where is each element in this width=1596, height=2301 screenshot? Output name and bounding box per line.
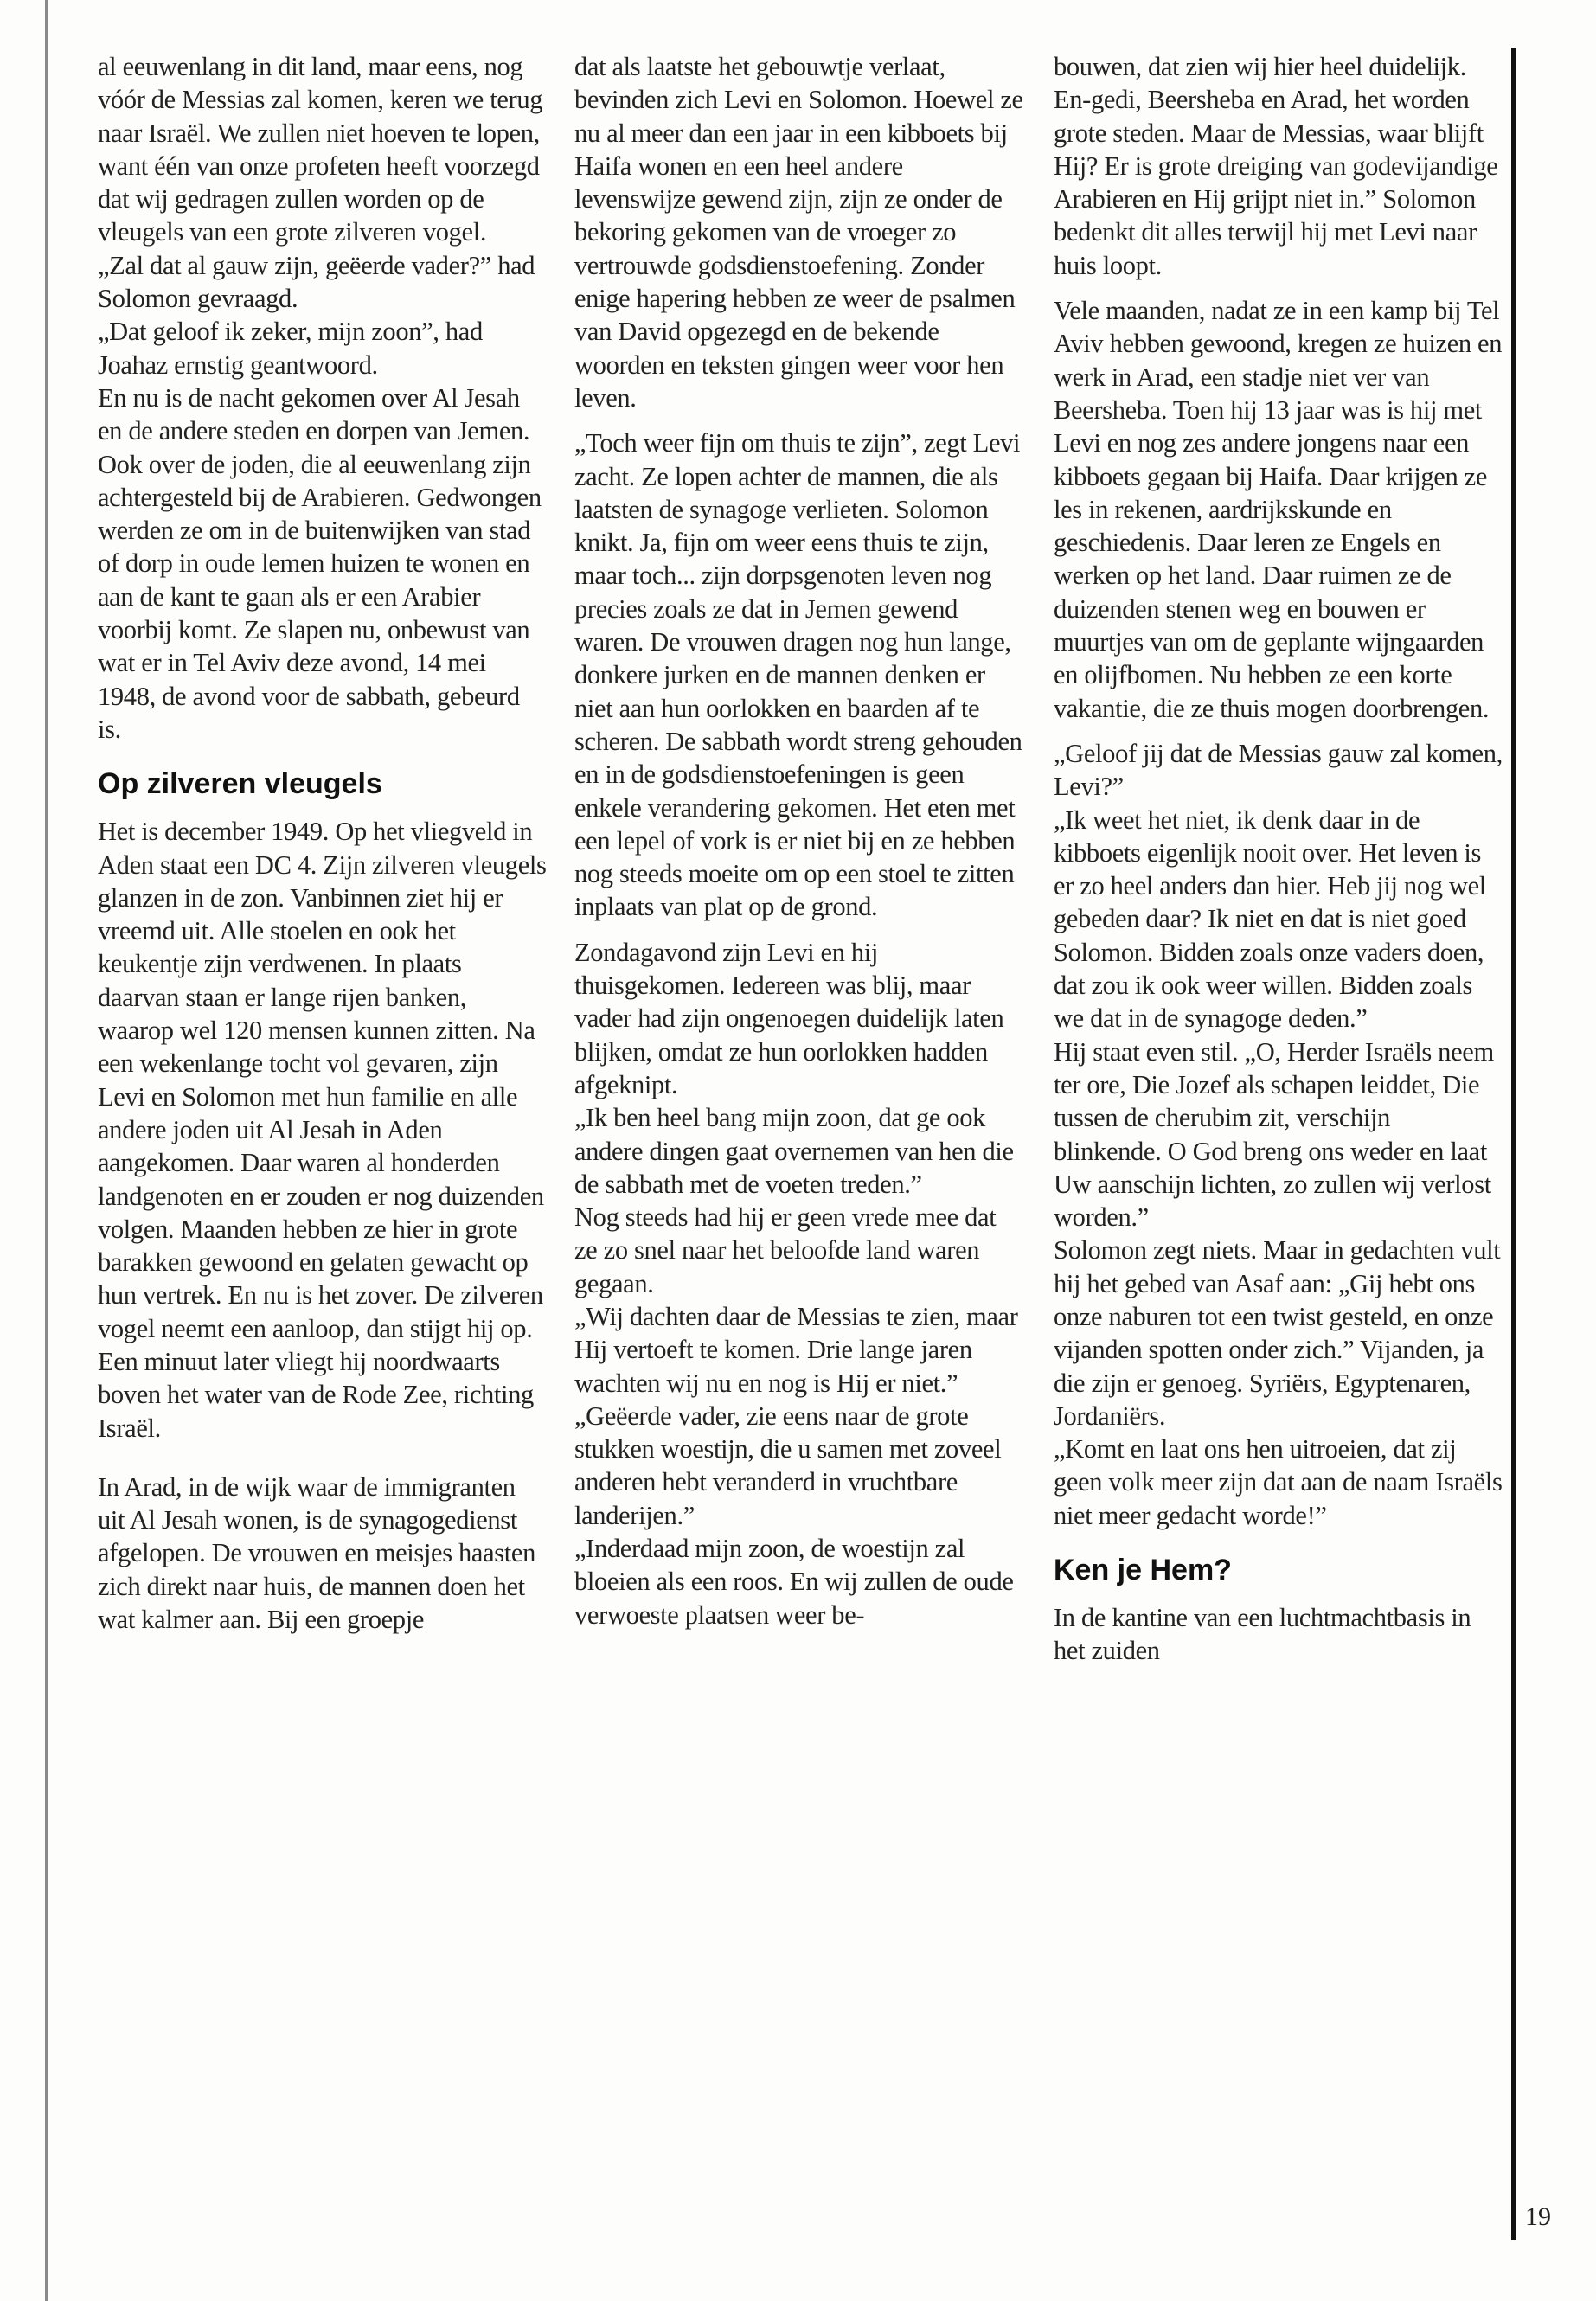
text-column-2 [574, 50, 1024, 1631]
paragraph: In Arad, in de wijk waar de immigranten uit Al Jesah wonen, is de synagogedienst afgelopen. De vrouwen en meisjes haasten zich direkt naar huis, de mannen doen het wat kalmer aan. Bij een groepje [98, 1471, 536, 1635]
paragraph: „Ik weet het niet, ik denk daar in de kibboets eigenlijk nooit over. Het leven is er zo heel anders dan hier. Heb jij nog wel gebeden daar? Ik niet en dat is niet goed Solomon. Bidden zoals onze vaders doen, dat zou ik ook weer willen. Bidden zoals we dat in de synagoge deden.” [1054, 804, 1486, 1034]
text-column-1 [98, 50, 548, 1636]
paragraph: „Ik ben heel bang mijn zoon, dat ge ook andere dingen gaat overnemen van hen die de sabbath met de voeten treden.” [574, 1103, 1014, 1199]
section-heading: Op zilveren vleugels [98, 767, 382, 801]
paragraph: Hij staat even stil. „O, Herder Israëls neem ter ore, Die Jozef als schapen leiddet, Die tussen de cherubim zit, verschijn blinkende. O God breng ons weder en laat Uw aanschijn lichten, zo zullen wij verlost worden.” [1054, 1036, 1494, 1233]
section-heading: Ken je Hem? [1054, 1554, 1232, 1587]
right-margin-rule [1511, 48, 1516, 2240]
paragraph: Zondagavond zijn Levi en hij thuisgekomen. Iedereen was blij, maar vader had zijn ongenoegen duidelijk laten blijken, omdat ze hun oorlokken hadden afgeknipt. [574, 937, 1004, 1099]
left-margin-rule [45, 0, 48, 2301]
paragraph: „Zal dat al gauw zijn, geëerde vader?” had Solomon gevraagd. [98, 250, 535, 314]
page-number: 19 [1525, 2202, 1551, 2231]
paragraph: „Wij dachten daar de Messias te zien, maar Hij vertoeft te komen. Drie lange jaren wachten wij nu en nog is Hij er niet.” [574, 1301, 1018, 1398]
paragraph: „Geëerde vader, zie eens naar de grote stukken woestijn, die u samen met zoveel anderen hebt veranderd in vruchtbare landerijen.” [574, 1400, 1002, 1530]
paragraph: bouwen, dat zien wij hier heel duidelijk. En-gedi, Beersheba en Arad, het worden grote steden. Maar de Messias, waar blijft Hij? Er is grote dreiging van godevijandige Arabieren en Hij grijpt niet in.” Solomon bedenkt dit alles terwijl hij met Levi naar huis loopt. [1054, 52, 1498, 280]
paragraph: Het is december 1949. Op het vliegveld in Aden staat een DC 4. Zijn zilveren vleugels glanzen in de zon. Vanbinnen ziet hij er vreemd uit. Alle stoelen en ook het keukentje zijn verdwenen. In plaats daarvan staan er lange rijen banken, waarop wel 120 mensen kunnen zitten. Na een wekenlange tocht vol gevaren, zijn Levi en Solomon met hun familie en alle andere joden uit Al Jesah in Aden aangekomen. Daar waren al honderden landgenoten en er zouden er nog duizenden volgen. Maanden hebben ze hier in grote barakken gewoond en gelaten gewacht op hun vertrek. En nu is het zover. De zilveren vogel neemt een aanloop, dan stijgt hij op. Een minuut later vliegt hij noordwaarts boven het water van de Rode Zee, richting Israël. [98, 817, 547, 1443]
paragraph: „Komt en laat ons hen uitroeien, dat zij geen volk meer zijn dat aan de naam Israëls niet meer gedacht worde!” [1054, 1434, 1503, 1530]
paragraph: In de kantine van een luchtmachtbasis in het zuiden [1054, 1603, 1471, 1666]
paragraph: „Geloof jij dat de Messias gauw zal komen, Levi?” [1054, 738, 1503, 802]
paragraph: Nog steeds had hij er geen vrede mee dat ze zo snel naar het beloofde land waren gegaan. [574, 1202, 997, 1298]
paragraph: Solomon zegt niets. Maar in gedachten vult hij het gebed van Asaf aan: „Gij hebt ons onze naburen tot een twist gesteld, en onze vijanden spotten onder zich.” Vijanden, ja die zijn er genoeg. Syriërs, Egyptenaren, Jordaniërs. [1054, 1235, 1501, 1431]
paragraph: „Dat geloof ik zeker, mijn zoon”, had Joahaz ernstig geantwoord. [98, 317, 483, 380]
paragraph: „Inderdaad mijn zoon, de woestijn zal bloeien als een roos. En wij zullen de oude verwoeste plaatsen weer be- [574, 1534, 1014, 1630]
paragraph: dat als laatste het gebouwtje verlaat, bevinden zich Levi en Solomon. Hoewel ze nu al meer dan een jaar in een kibboets bij Haifa wonen en een heel andere levenswijze gewend zijn, zijn ze onder de bekoring gekomen van de vroeger zo vertrouwde godsdienstoefening. Zonder enige hapering hebben ze weer de psalmen van David opgezegd en de bekende woorden en teksten gingen weer voor hen leven. [574, 52, 1023, 413]
text-column-3 [1054, 50, 1503, 1668]
paragraph: al eeuwenlang in dit land, maar eens, nog vóór de Messias zal komen, keren we terug naar Israël. We zullen niet hoeven te lopen, want één van onze profeten heeft voorzegd dat wij gedragen zullen worden op de vleugels van een grote zilveren vogel. [98, 52, 543, 247]
paragraph: Vele maanden, nadat ze in een kamp bij Tel Aviv hebben gewoond, kregen ze huizen en werk in Arad, een stadje niet ver van Beersheba. Toen hij 13 jaar was is hij met Levi en nog zes andere jongens naar een kibboets gegaan bij Haifa. Daar krijgen ze les in rekenen, aardrijkskunde en geschiedenis. Daar leren ze Engels en werken op het land. Daar ruimen ze de duizenden stenen weg en bouwen er muurtjes van om de geplante wijngaarden en olijfbomen. Nu hebben ze een korte vakantie, die ze thuis mogen doorbrengen. [1054, 296, 1503, 723]
paragraph: „Toch weer fijn om thuis te zijn”, zegt Levi zacht. Ze lopen achter de mannen, die als laatsten de synagoge verlieten. Solomon knikt. Ja, fijn om weer eens thuis te zijn, maar toch... zijn dorpsgenoten leven nog precies zoals ze dat in Jemen gewend waren. De vrouwen dragen nog hun lange, donkere jurken en de mannen denken er niet aan hun oorlokken en baarden af te scheren. De sabbath wordt streng gehouden en in de godsdienstoefeningen is geen enkele verandering gekomen. Het eten met een lepel of vork is er niet bij en ze hebben nog steeds moeite om op een stoel te zitten inplaats van plat op de grond. [574, 428, 1022, 922]
paragraph: En nu is de nacht gekomen over Al Jesah en de andere steden en dorpen van Jemen. Ook over de joden, die al eeuwenlang zijn achtergesteld bij de Arabieren. Gedwongen werden ze om in de buitenwijken van stad of dorp in oude lemen huizen te wonen en aan de kant te gaan als er een Arabier voorbij komt. Ze slapen nu, onbewust van wat er in Tel Aviv deze avond, 14 mei 1948, de avond voor de sabbath, gebeurd is. [98, 382, 542, 744]
